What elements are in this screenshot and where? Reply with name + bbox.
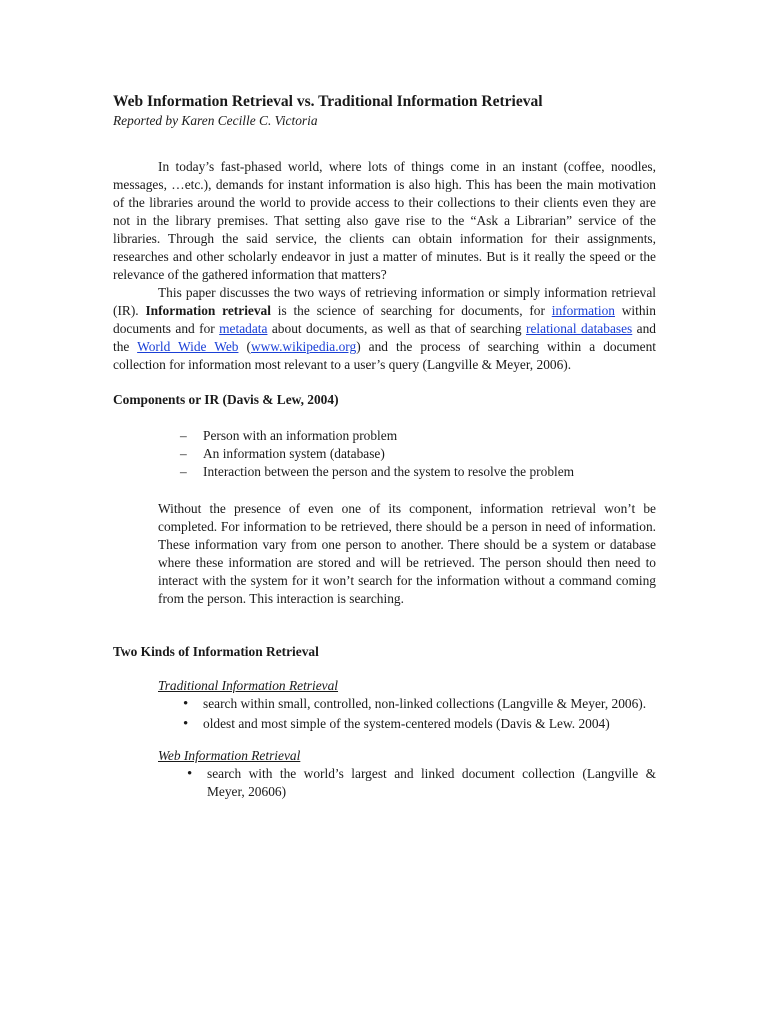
author-byline: Reported by Karen Cecille C. Victoria bbox=[113, 113, 318, 128]
text-run: ) and the process of searching within a document collection for information most relevant to a user’s query (Langville & Meyer, 2006). bbox=[113, 339, 656, 372]
traditional-ir-list bbox=[113, 695, 656, 733]
web-ir-subheading: Web Information Retrieval bbox=[158, 748, 301, 763]
text-run: This paper discusses the two ways of retrieving information or simply information retrieval (IR). bbox=[113, 285, 656, 318]
components-paragraph: Without the presence of even one of its component, information retrieval won’t be completed. For information to be retrieved, there should be a person in need of information. These information vary from one person to another. There should be a system or database where these information are stored and will be retrieved. The person should then need to interact with the system for it won’t search for the information without a command coming from the person. This interaction is searching. bbox=[158, 501, 656, 606]
kinds-heading: Two Kinds of Information Retrieval bbox=[113, 644, 319, 659]
text-run: within documents and for bbox=[113, 303, 656, 336]
link-world-wide-web[interactable]: World Wide Web bbox=[137, 339, 239, 354]
document-page bbox=[113, 92, 656, 803]
components-heading: Components or IR (Davis & Lew, 2004) bbox=[113, 392, 339, 407]
components-list bbox=[113, 427, 656, 481]
list-item: – An information system (database) bbox=[180, 445, 656, 463]
traditional-ir-subheading: Traditional Information Retrieval bbox=[158, 678, 339, 693]
list-item: • search within small, controlled, non-linked collections (Langville & Meyer, 2006). bbox=[183, 695, 656, 713]
document-title: Web Information Retrieval vs. Traditional Information Retrieval bbox=[113, 93, 543, 110]
link-information[interactable]: information bbox=[551, 303, 615, 318]
text-run: is the science of searching for documents, for bbox=[270, 303, 552, 318]
list-item: • search with the world’s largest and linked document collection (Langville & Meyer, 20606) bbox=[187, 765, 656, 801]
ir-definition-paragraph bbox=[113, 284, 656, 374]
text-run: about documents, as well as that of searching bbox=[267, 321, 526, 336]
text-run: and the bbox=[113, 321, 656, 354]
link-metadata[interactable]: metadata bbox=[219, 321, 268, 336]
bold-term: Information retrieval bbox=[145, 303, 271, 318]
list-item: • oldest and most simple of the system-centered models (Davis & Lew. 2004) bbox=[183, 715, 656, 733]
text-run: ( bbox=[238, 339, 251, 354]
link-relational-databases[interactable]: relational databases bbox=[526, 321, 633, 336]
list-item: – Interaction between the person and the system to resolve the problem bbox=[180, 463, 656, 481]
list-item: – Person with an information problem bbox=[180, 427, 656, 445]
web-ir-list bbox=[113, 765, 656, 801]
intro-paragraph: In today’s fast-phased world, where lots of things come in an instant (coffee, noodles, messages, …etc.), demands for instant information is also high. This has been the main motivation of the libraries around the world to provide access to their collections to their clients even they are not in the library premises. That setting also gave rise to the “Ask a Librarian” service of the libraries. Through the said service, the clients can obtain information for their assignments, researches and other scholarly endeavor in just a matter of minutes. But is it really the speed or the relevance of the gathered information that matters? bbox=[113, 159, 656, 282]
link-wikipedia[interactable]: www.wikipedia.org bbox=[250, 339, 357, 354]
